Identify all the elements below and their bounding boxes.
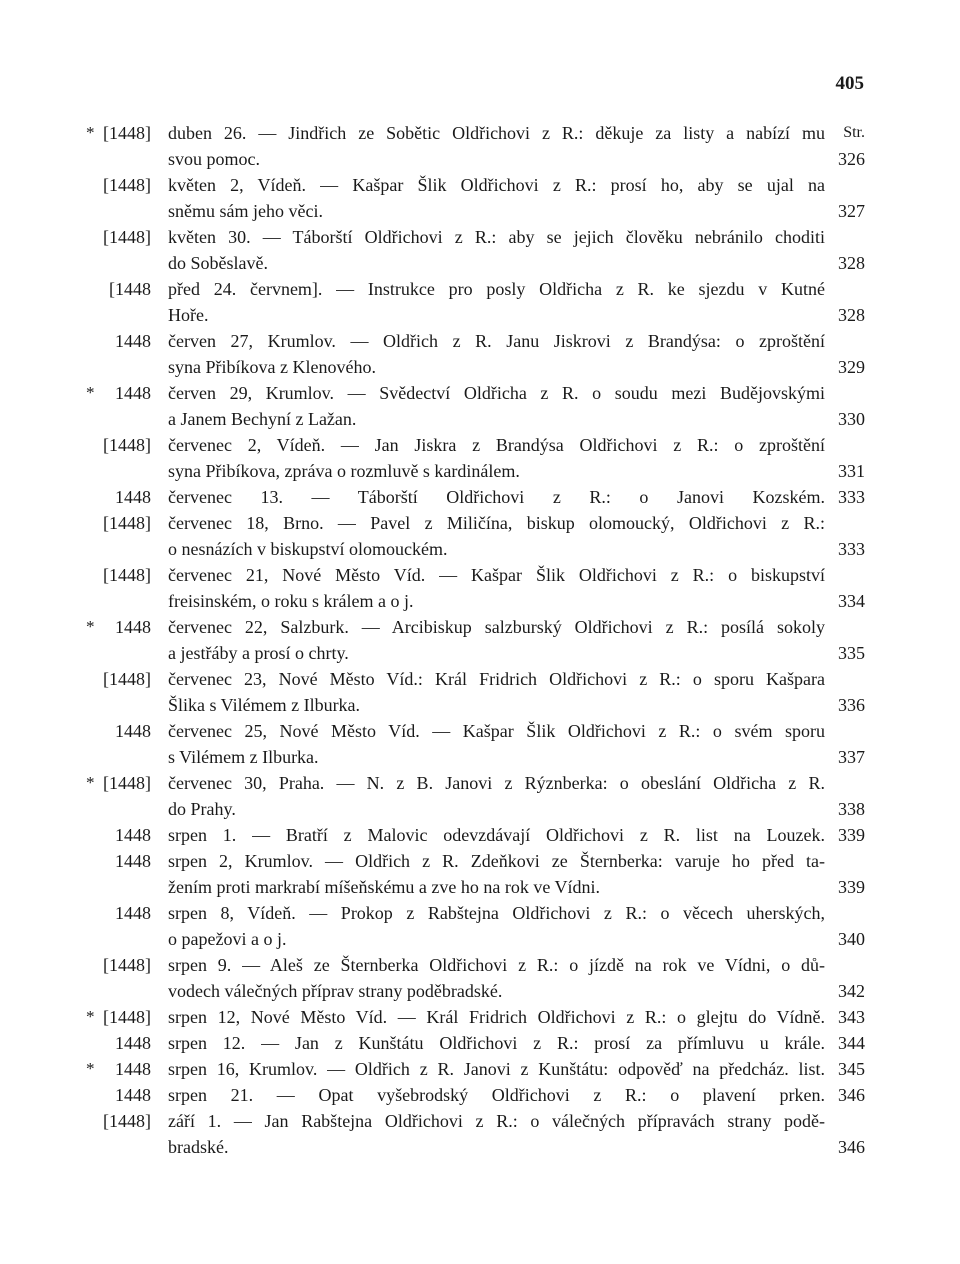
page-column-label: Str. [843,124,865,141]
entry-text-line: červenec 25, Nové Město Víd. — Kašpar Šlik Oldřichovi z R.: o svém sporu [168,721,825,741]
entry-page-number: 336 [838,695,865,715]
entry-page-number: 329 [838,357,865,377]
entry-page-number: 337 [838,747,865,767]
entry-text [168,484,825,510]
index-entry [0,172,960,224]
entry-text [168,614,825,666]
entry-asterisk: * [86,1059,95,1078]
entry-text-line: srpen 1. — Bratří z Malovic odevzdávají Oldřichovi z R. list na Louzek. [168,825,825,845]
entry-text [168,718,825,770]
entry-text-line: červenec 23, Nové Město Víd.: Král Fridrich Oldřichovi z R.: o sporu Kašpara [168,669,825,689]
entry-page-number: 326 [838,149,865,169]
entry-text-line: červenec 13. — Táborští Oldřichovi z R.: o Janovi Kozském. [168,487,825,507]
index-entry [0,562,960,614]
index-entry [0,120,960,172]
entry-text-line: červen 29, Krumlov. — Svědectví Oldřicha z R. o soudu mezi Budějovskými [168,383,825,403]
entry-asterisk: * [86,1007,95,1026]
entry-page-number: 331 [838,461,865,481]
entry-page-number: 333 [838,539,865,559]
entry-text-line: srpen 9. — Aleš ze Šternberka Oldřichovi z R.: o jízdě na rok ve Vídni, o dů- [168,955,825,975]
entry-page-number: 330 [838,409,865,429]
entry-text-line: freisinském, o roku s králem a o j. [168,591,414,611]
index-entry [0,432,960,484]
entry-text [168,510,825,562]
entry-year: 1448 [115,1085,151,1105]
entry-text [168,848,825,900]
entry-text [168,328,825,380]
entry-text-line: svou pomoc. [168,149,260,169]
entry-text-line: srpen 8, Vídeň. — Prokop z Rabštejna Oldřichovi z R.: o věcech uherských, [168,903,825,923]
entry-text-line: a Janem Bechyní z Lažan. [168,409,357,429]
entry-text-line: s Vilémem z Ilburka. [168,747,319,767]
entry-asterisk: * [86,773,95,792]
entry-text-line: do Prahy. [168,799,236,819]
entry-year: [1448] [103,1007,151,1027]
entry-year: 1448 [115,1033,151,1053]
entry-year: [1448] [103,955,151,975]
entry-page-number: 346 [838,1085,865,1105]
index-entry [0,666,960,718]
entry-text [168,224,825,276]
entry-year: [1448] [103,227,151,247]
entry-text-line: bradské. [168,1137,229,1157]
entry-year: 1448 [115,825,151,845]
entry-text [168,952,825,1004]
entry-text-line: srpen 21. — Opat vyšebrodský Oldřichovi z R.: o plavení prken. [168,1085,825,1105]
entry-page-number: 328 [838,305,865,325]
entry-text [168,120,825,172]
entry-text-line: o papežovi a o j. [168,929,287,949]
entry-year: [1448 [109,279,151,299]
entry-asterisk: * [86,123,95,142]
entry-text-line: květen 30. — Táborští Oldřichovi z R.: aby se jejich člověku nebránilo choditi [168,227,825,247]
entry-text-line: syna Přibíkova, zpráva o rozmluvě s kardinálem. [168,461,520,481]
entry-text [168,1004,825,1030]
entry-text-line: květen 2, Vídeň. — Kašpar Šlik Oldřichovi z R.: prosí ho, aby se ujal na [168,175,825,195]
entry-text [168,1082,825,1108]
entry-text [168,432,825,484]
entry-text-line: červenec 18, Brno. — Pavel z Miličína, biskup olomoucký, Oldřichovi z R.: [168,513,825,533]
entry-page-number: 346 [838,1137,865,1157]
entry-text [168,1030,825,1056]
entry-year: 1448 [115,487,151,507]
entry-text-line: srpen 12. — Jan z Kunštátu Oldřichovi z R.: prosí za přímluvu u krále. [168,1033,825,1053]
entry-page-number: 342 [838,981,865,1001]
index-entry [0,276,960,328]
entry-text-line: před 24. červnem]. — Instrukce pro posly Oldřicha z R. ke sjezdu v Kutné [168,279,825,299]
entry-text [168,172,825,224]
entry-year: [1448] [103,669,151,689]
entry-page-number: 338 [838,799,865,819]
entry-text-line: červenec 30, Praha. — N. z B. Janovi z Rýznberka: o obeslání Oldřicha z R. [168,773,825,793]
entry-text-line: červenec 21, Nové Město Víd. — Kašpar Šlik Oldřichovi z R.: o biskupství [168,565,825,585]
page-number: 405 [835,73,864,94]
entry-text-line: o nesnázích v biskupství olomouckém. [168,539,448,559]
entry-text-line: červen 27, Krumlov. — Oldřich z R. Janu Jiskrovi z Brandýsa: o zproštění [168,331,825,351]
entry-text [168,770,825,822]
entry-year: 1448 [115,1059,151,1079]
entry-text [168,1056,825,1082]
entry-text-line: srpen 16, Krumlov. — Oldřich z R. Janovi z Kunštátu: odpověď na předcház. list. [168,1059,825,1079]
index-entry [0,952,960,1004]
index-entries [0,120,960,1160]
index-entry [0,510,960,562]
entry-page-number: 335 [838,643,865,663]
entry-year: 1448 [115,721,151,741]
entry-year: [1448] [103,175,151,195]
entry-year: [1448] [103,435,151,455]
index-entry [0,848,960,900]
entry-page-number: 327 [838,201,865,221]
index-entry [0,1030,960,1056]
index-entry [0,380,960,432]
index-entry [0,484,960,510]
entry-page-number: 328 [838,253,865,273]
entry-text-line: září 1. — Jan Rabštejna Oldřichovi z R.: o válečných přípravách strany podě- [168,1111,825,1131]
entry-year: [1448] [103,773,151,793]
index-entry [0,1056,960,1082]
entry-page-number: 339 [838,825,865,845]
index-entry [0,224,960,276]
index-entry [0,822,960,848]
entry-text-line: žením proti markrabí míšeňskému a zve ho na rok ve Vídni. [168,877,601,897]
entry-text-line: vodech válečných příprav strany poděbradské. [168,981,503,1001]
entry-text [168,1108,825,1160]
entry-page-number: 333 [838,487,865,507]
entry-text-line: do Soběslavě. [168,253,268,273]
entry-asterisk: * [86,383,95,402]
entry-text [168,822,825,848]
index-entry [0,1004,960,1030]
entry-page-number: 334 [838,591,865,611]
entry-asterisk: * [86,617,95,636]
entry-text-line: srpen 12, Nové Město Víd. — Král Fridrich Oldřichovi z R.: o glejtu do Vídně. [168,1007,825,1027]
entry-text-line: syna Přibíkova z Klenového. [168,357,376,377]
entry-text-line: a jestřáby a prosí o chrty. [168,643,349,663]
entry-page-number: 344 [838,1033,865,1053]
entry-year: [1448] [103,565,151,585]
entry-page-number: 345 [838,1059,865,1079]
entry-year: 1448 [115,617,151,637]
entry-text-line: sněmu sám jeho věci. [168,201,323,221]
index-entry [0,770,960,822]
entry-text-line: srpen 2, Krumlov. — Oldřich z R. Zdeňkovi ze Šternberka: varuje ho před ta- [168,851,825,871]
index-entry [0,900,960,952]
index-entry [0,718,960,770]
index-entry [0,1108,960,1160]
entry-year: 1448 [115,903,151,923]
entry-text-line: Šlika s Vilémem z Ilburka. [168,695,361,715]
entry-page-number: 340 [838,929,865,949]
entry-text [168,276,825,328]
entry-page-number: 339 [838,877,865,897]
entry-text [168,562,825,614]
entry-text [168,380,825,432]
entry-year: 1448 [115,383,151,403]
entry-year: [1448] [103,1111,151,1131]
entry-text-line: červenec 2, Vídeň. — Jan Jiskra z Brandýsa Oldřichovi z R.: o zproštění [168,435,825,455]
entry-year: 1448 [115,331,151,351]
entry-year: [1448] [103,513,151,533]
entry-year: 1448 [115,851,151,871]
entry-text-line: červenec 22, Salzburk. — Arcibiskup salzburský Oldřichovi z R.: posílá sokoly [168,617,825,637]
index-entry [0,614,960,666]
entry-text [168,900,825,952]
entry-page-number: 343 [838,1007,865,1027]
entry-year: [1448] [103,123,151,143]
entry-text-line: duben 26. — Jindřich ze Sobětic Oldřichovi z R.: děkuje za listy a nabízí mu [168,123,825,143]
entry-text [168,666,825,718]
entry-text-line: Hoře. [168,305,209,325]
index-entry [0,328,960,380]
index-entry [0,1082,960,1108]
